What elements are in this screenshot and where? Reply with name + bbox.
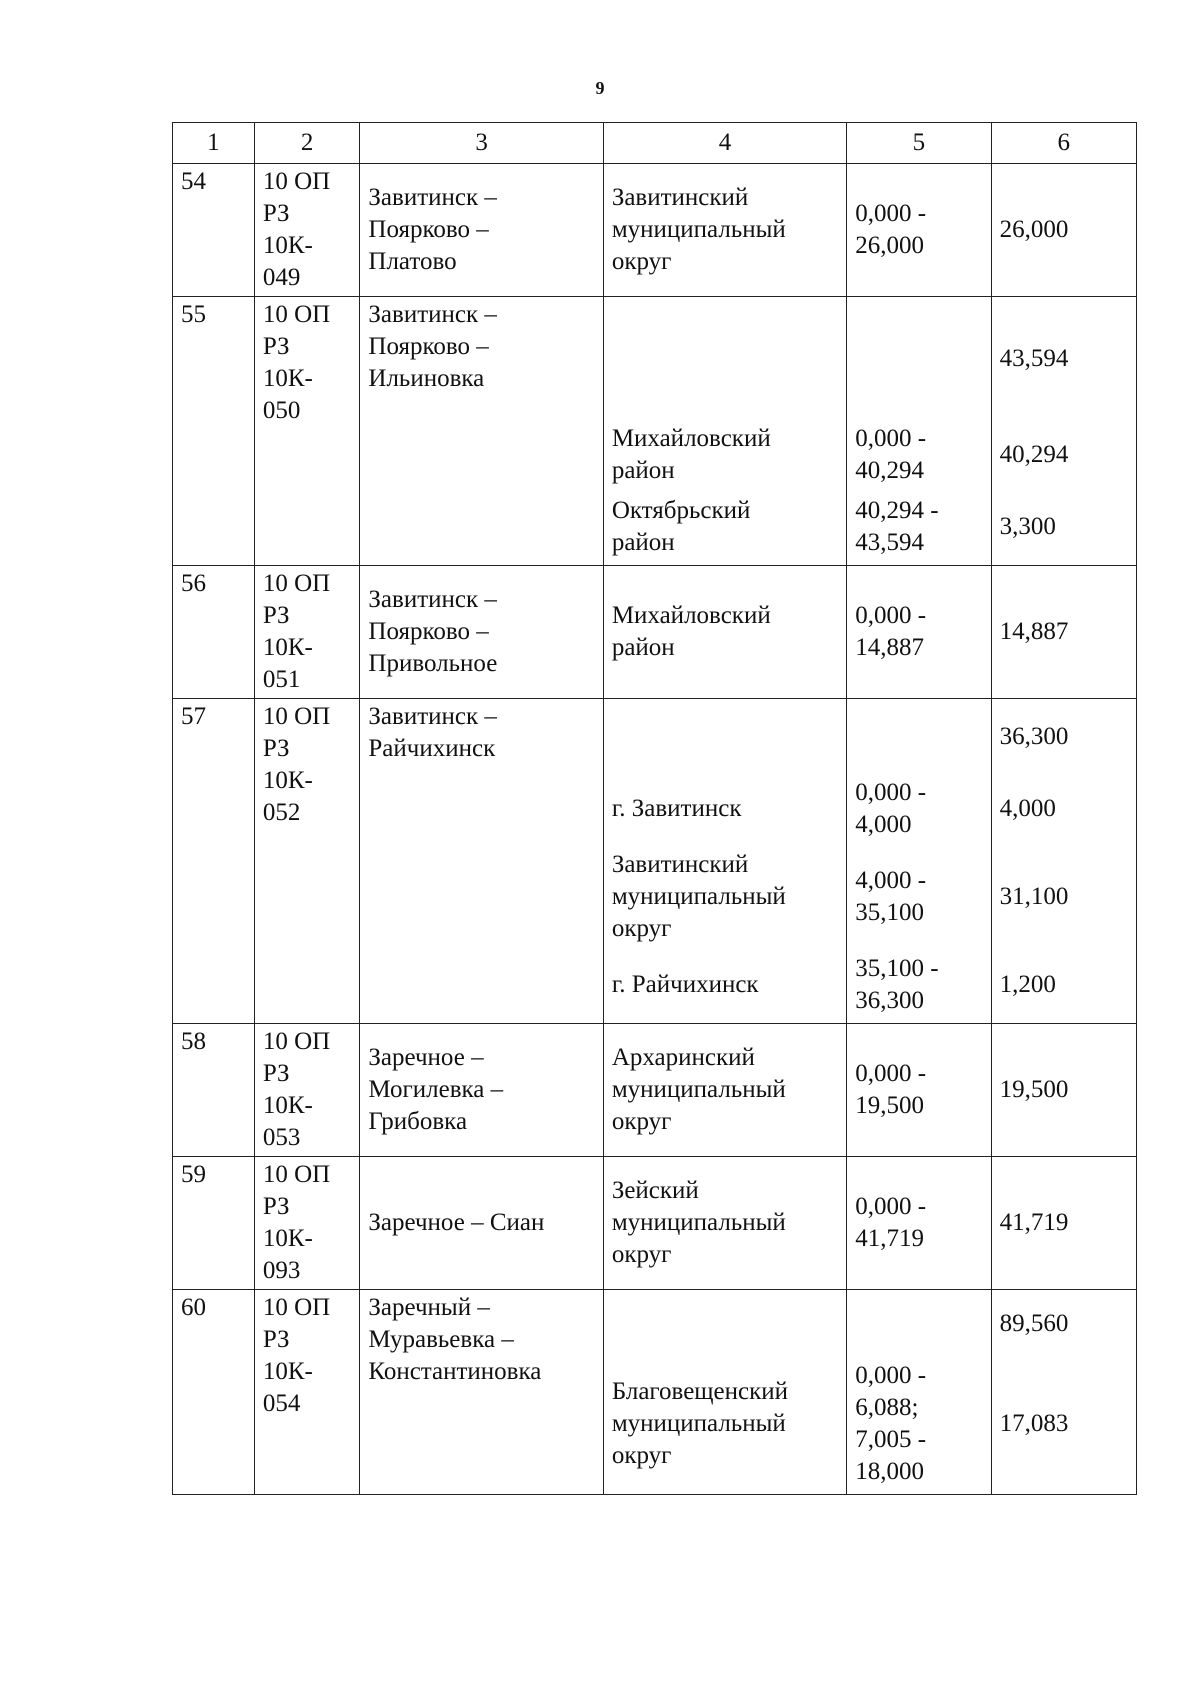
road-name [360, 566, 603, 699]
road-length-text: 31,100 [999, 883, 1069, 910]
road-length-text: 41,719 [999, 1209, 1069, 1236]
road-length-text: 19,500 [999, 1076, 1069, 1103]
territory [612, 773, 838, 845]
territory-text: Завитинский муниципальный округ [611, 851, 786, 942]
road-name [360, 164, 603, 297]
road-code-text: 10 ОП РЗ 10К- 093 [262, 1161, 331, 1284]
row-number [173, 566, 255, 699]
road-length [1000, 1356, 1128, 1492]
table-row [173, 164, 1137, 297]
sub-stack [1000, 1292, 1128, 1492]
row-number-text: 60 [181, 1294, 206, 1321]
territory [603, 1157, 846, 1290]
territory-spacer [612, 1292, 838, 1356]
row-number [173, 1024, 255, 1157]
km-range-text: 0,000 - 41,719 [855, 1193, 927, 1252]
road-length [991, 164, 1136, 297]
road-code [254, 699, 360, 1024]
km-range-group [847, 297, 991, 566]
road-length-text: 40,294 [999, 441, 1069, 468]
territory-text: Михайловский район [611, 602, 771, 661]
header-row [173, 123, 1137, 164]
row-number-text: 56 [181, 570, 206, 597]
column-header: 2 [254, 123, 360, 164]
km-range-spacer [855, 299, 982, 419]
road-code [254, 1157, 360, 1290]
road-length [1000, 845, 1128, 949]
km-range-text: 0,000 - 40,294 [855, 425, 927, 484]
km-range-spacer [855, 701, 982, 773]
km-range-text: 0,000 - 26,000 [855, 200, 927, 259]
sub-stack [1000, 701, 1128, 1021]
road-length-text: 14,887 [999, 618, 1069, 645]
km-range-text: 0,000 - 4,000 [855, 779, 927, 838]
column-header: 6 [991, 123, 1136, 164]
km-range [847, 1024, 991, 1157]
road-code-text: 10 ОП РЗ 10К- 049 [262, 168, 331, 291]
row-number [173, 1157, 255, 1290]
territory-spacer [612, 299, 838, 419]
road-code-text: 10 ОП РЗ 10К- 052 [262, 703, 331, 826]
km-range-spacer [855, 1292, 982, 1356]
road-code [254, 1290, 360, 1495]
page-number: 9 [595, 78, 605, 98]
row-number-text: 55 [181, 301, 206, 328]
territory-group [603, 699, 846, 1024]
territory [612, 949, 838, 1021]
road-total-length [1000, 1292, 1128, 1356]
territory-group [603, 297, 846, 566]
road-name [360, 1157, 603, 1290]
table-row [173, 297, 1137, 566]
road-name-text: Завитинск – Райчихинск [368, 703, 497, 762]
territory-text: Благовещенский муниципальный округ [611, 1378, 789, 1469]
km-range-group [847, 1290, 991, 1495]
sub-stack [612, 299, 838, 563]
table-row [173, 1024, 1137, 1157]
road-code [254, 164, 360, 297]
road-name [360, 297, 603, 566]
territory-text: Архаринский муниципальный округ [611, 1044, 786, 1135]
road-length-group [991, 699, 1136, 1024]
table-row [173, 699, 1137, 1024]
territory-text: Октябрьский район [611, 497, 751, 556]
territory [612, 845, 838, 949]
territory [612, 419, 838, 491]
road-code-text: 10 ОП РЗ 10К- 051 [262, 570, 331, 693]
row-number [173, 164, 255, 297]
road-length-text: 17,083 [999, 1410, 1069, 1437]
road-code [254, 297, 360, 566]
territory-text: Михайловский район [611, 425, 771, 484]
road-name [360, 1024, 603, 1157]
km-range [855, 491, 982, 563]
territory [612, 491, 838, 563]
territory [603, 1024, 846, 1157]
table-row [173, 1157, 1137, 1290]
sub-stack [855, 701, 982, 1021]
road-length [1000, 949, 1128, 1021]
road-name-text: Заречное – Сиан [368, 1209, 545, 1236]
sub-stack [855, 1292, 982, 1492]
km-range-text: 4,000 - 35,100 [855, 867, 927, 926]
sub-stack [612, 701, 838, 1021]
road-length-group [991, 1290, 1136, 1495]
road-length-text: 3,300 [999, 513, 1056, 540]
row-number-text: 58 [181, 1028, 206, 1055]
road-length-group [991, 297, 1136, 566]
territory-text: Зейский муниципальный округ [611, 1177, 786, 1268]
road-name-text: Заречный – Муравьевка – Константиновка [368, 1294, 542, 1385]
row-number [173, 699, 255, 1024]
road-total-length-text: 36,300 [999, 723, 1069, 750]
road-length [991, 566, 1136, 699]
km-range [855, 419, 982, 491]
territory [612, 1356, 838, 1492]
road-total-length [1000, 701, 1128, 773]
row-number-text: 57 [181, 703, 206, 730]
territory-group [603, 1290, 846, 1495]
km-range-text: 35,100 - 36,300 [855, 955, 939, 1014]
km-range [855, 773, 982, 845]
column-header: 1 [173, 123, 255, 164]
road-length [1000, 491, 1128, 563]
row-number [173, 297, 255, 566]
road-code [254, 566, 360, 699]
km-range-text: 0,000 - 14,887 [855, 602, 927, 661]
territory-text: Завитинский муниципальный округ [611, 184, 786, 275]
road-length-text: 1,200 [999, 971, 1056, 998]
column-header: 4 [603, 123, 846, 164]
km-range [855, 1356, 982, 1492]
territory-text: г. Райчихинск [611, 971, 759, 998]
road-name-text: Заречное – Могилевка – Грибовка [368, 1044, 504, 1135]
row-number-text: 54 [181, 168, 206, 195]
road-total-length-text: 89,560 [999, 1310, 1069, 1337]
road-name-text: Завитинск – Поярково – Привольное [368, 586, 498, 677]
territory-text: г. Завитинск [611, 795, 742, 822]
km-range [855, 845, 982, 949]
km-range-text: 40,294 - 43,594 [855, 497, 939, 556]
km-range-text: 0,000 - 6,088; 7,005 - 18,000 [855, 1362, 927, 1485]
roads-table [172, 122, 1137, 1495]
road-length [991, 1024, 1136, 1157]
km-range [847, 1157, 991, 1290]
road-length-text: 4,000 [999, 795, 1056, 822]
km-range [847, 164, 991, 297]
territory [603, 164, 846, 297]
sub-stack [612, 1292, 838, 1492]
road-name [360, 1290, 603, 1495]
road-name [360, 699, 603, 1024]
road-length [1000, 773, 1128, 845]
road-code-text: 10 ОП РЗ 10К- 054 [262, 1294, 331, 1417]
road-length [991, 1157, 1136, 1290]
sub-stack [855, 299, 982, 563]
table-row [173, 566, 1137, 699]
road-code [254, 1024, 360, 1157]
table-body [173, 164, 1137, 1495]
road-length-text: 26,000 [999, 216, 1069, 243]
sub-stack [1000, 299, 1128, 563]
row-number-text: 59 [181, 1161, 206, 1188]
row-number [173, 1290, 255, 1495]
table-row [173, 1290, 1137, 1495]
km-range [855, 949, 982, 1021]
km-range [847, 566, 991, 699]
road-name-text: Завитинск – Поярково – Платово [368, 184, 497, 275]
road-length [1000, 419, 1128, 491]
road-total-length [1000, 299, 1128, 419]
column-header: 3 [360, 123, 603, 164]
territory-spacer [612, 701, 838, 773]
territory [603, 566, 846, 699]
road-code-text: 10 ОП РЗ 10К- 053 [262, 1028, 331, 1151]
road-total-length-text: 43,594 [999, 345, 1069, 372]
road-code-text: 10 ОП РЗ 10К- 050 [262, 301, 331, 424]
road-name-text: Завитинск – Поярково – Ильиновка [368, 301, 497, 392]
km-range-text: 0,000 - 19,500 [855, 1060, 927, 1119]
km-range-group [847, 699, 991, 1024]
column-header: 5 [847, 123, 991, 164]
